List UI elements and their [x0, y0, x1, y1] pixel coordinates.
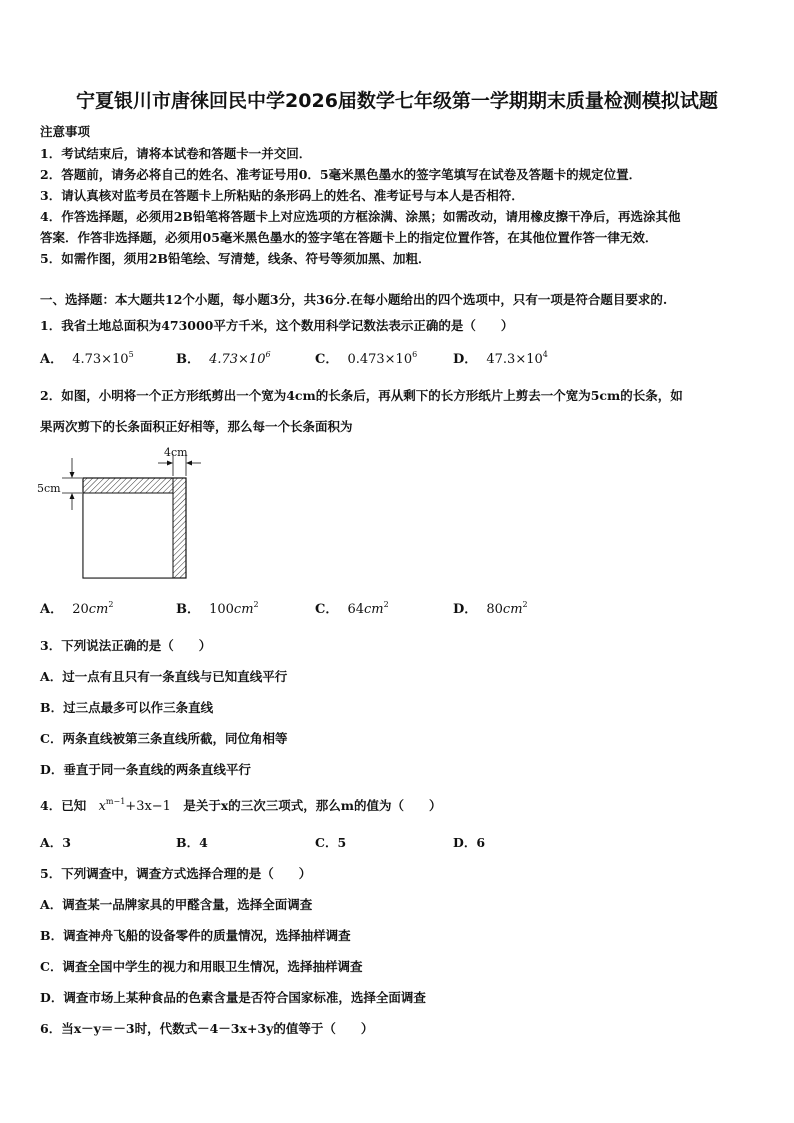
q2-option-a: A． $20cm^2$	[40, 600, 114, 617]
q4-option-d: D．6	[453, 835, 486, 850]
q3-stem: 3．下列说法正确的是（ ）	[40, 638, 212, 653]
q1-option-a: A． $4.73\times 10^5$	[40, 350, 134, 367]
top-strip	[83, 478, 173, 493]
q4-stem: 4．已知 $x^{m-1}+3x-1$ 是关于x的三次三项式，那么m的值为（ ）	[40, 797, 442, 814]
page-title: 宁夏银川市唐徕回民中学2026届数学七年级第一学期期末质量检测模拟试题	[76, 90, 718, 112]
q2-option-d: D． $80cm^2$	[453, 600, 528, 617]
fig-label-4cm: 4cm	[164, 446, 188, 459]
q4-option-c: C．5	[315, 835, 347, 850]
notice-item-5: 5．如需作图，须用2B铅笔绘、写清楚，线条、符号等须加黑、加粗．	[40, 251, 431, 266]
notice-item-3: 3．请认真核对监考员在答题卡上所粘贴的条形码上的姓名、准考证号与本人是否相符．	[40, 188, 524, 203]
square-strip-figure	[36, 444, 216, 586]
right-strip	[173, 478, 186, 578]
q1-stem: 1．我省土地总面积为473000平方千米，这个数用科学记数法表示正确的是（ ）	[40, 318, 514, 333]
q4-option-a: A．3	[40, 835, 71, 850]
q3-option-c: C．两条直线被第三条直线所截，同位角相等	[40, 731, 288, 746]
notice-item-4: 4．作答选择题，必须用2B铅笔将答题卡上对应选项的方框涂满、涂黑；如需改动，请用橡皮擦干净后，再选涂其他	[40, 209, 681, 224]
q3-option-b: B．过三点最多可以作三条直线	[40, 700, 214, 715]
notice-heading: 注意事项	[40, 124, 91, 139]
q3-option-a: A．过一点有且只有一条直线与已知直线平行	[40, 669, 288, 684]
q2-stem-line1: 2．如图，小明将一个正方形纸剪出一个宽为4cm的长条后，再从剩下的长方形纸片上剪去一个宽为5cm的长条，如	[40, 388, 683, 403]
q5-option-d: D．调查市场上某种食品的色素含量是否符合国家标准，选择全面调查	[40, 990, 426, 1005]
section-heading: 一、选择题：本大题共12个小题，每小题3分，共36分.在每小题给出的四个选项中，只有一项是符合题目要求的.	[40, 292, 668, 307]
q5-stem: 5．下列调查中，调查方式选择合理的是（ ）	[40, 866, 312, 881]
q2-stem-line2: 果两次剪下的长条面积正好相等，那么每一个长条面积为	[40, 419, 353, 434]
remaining-piece	[83, 493, 173, 578]
q5-option-b: B．调查神舟飞船的设备零件的质量情况，选择抽样调查	[40, 928, 351, 943]
q6-stem: 6．当x－y＝－3时，代数式－4－3x+3y的值等于（ ）	[40, 1021, 374, 1036]
q1-option-d: D． $47.3\times 10^4$	[453, 350, 548, 367]
notice-item-1: 1．考试结束后，请将本试卷和答题卡一并交回．	[40, 146, 312, 161]
notice-item-2: 2．答题前，请务必将自己的姓名、准考证号用0．5毫米黑色墨水的签字笔填写在试卷及答题卡的规定位置．	[40, 167, 642, 182]
q1-option-c: C． $0.473\times 10^6$	[315, 350, 418, 367]
q1-option-b: B． $4.73\times 10^6$	[176, 350, 271, 367]
q4-option-b: B．4	[176, 835, 208, 850]
q5-option-a: A．调查某一品牌家具的甲醛含量，选择全面调查	[40, 897, 313, 912]
notice-item-4-cont: 答案．作答非选择题，必须用05毫米黑色墨水的签字笔在答题卡上的指定位置作答，在其他位置作答一律无效．	[40, 230, 658, 245]
fig-label-5cm: 5cm	[37, 482, 61, 495]
q2-option-b: B． $100cm^2$	[176, 600, 259, 617]
q3-option-d: D．垂直于同一条直线的两条直线平行	[40, 762, 251, 777]
q2-option-c: C． $64cm^2$	[315, 600, 389, 617]
q5-option-c: C．调查全国中学生的视力和用眼卫生情况，选择抽样调查	[40, 959, 363, 974]
